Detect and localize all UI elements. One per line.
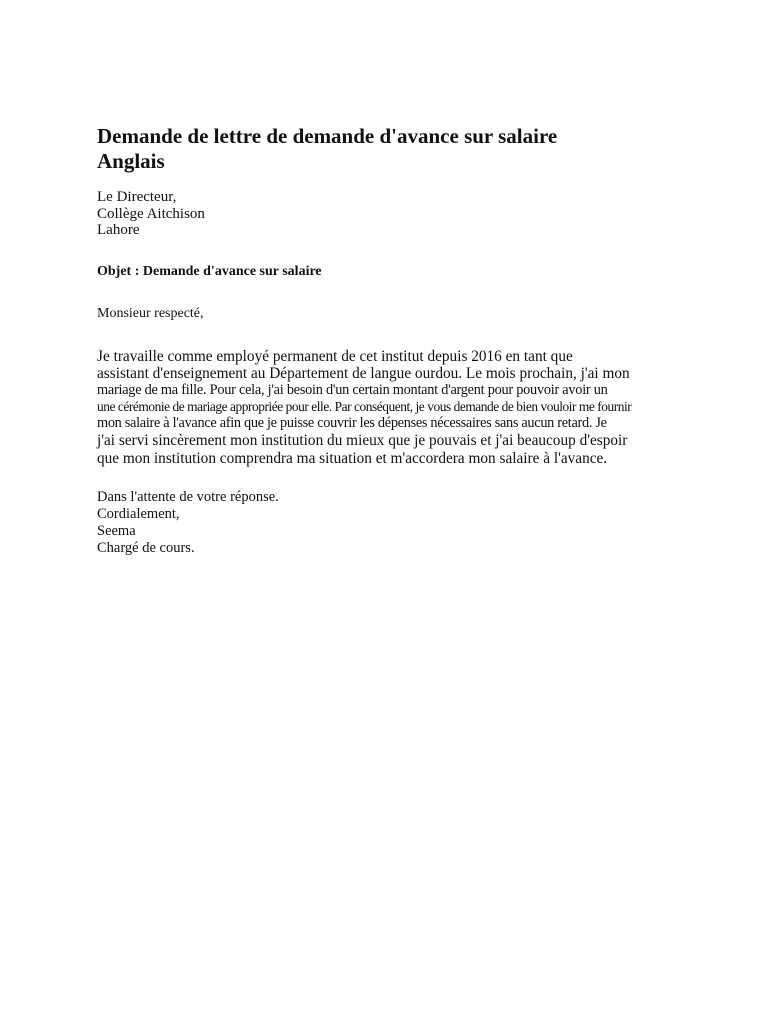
body-line: que mon institution comprendra ma situation et m'accordera mon salaire à l'avance. xyxy=(97,450,608,467)
document-title xyxy=(97,124,697,174)
title-line-2: Anglais xyxy=(97,149,165,173)
signature-name: Seema xyxy=(97,523,136,539)
body-line: j'ai servi sincèrement mon institution du mieux que je pouvais et j'ai beaucoup d'espoir xyxy=(97,432,628,449)
body-line: une cérémonie de mariage appropriée pour elle. Par conséquent, je vous demande de bien vouloir me fournir xyxy=(97,399,632,414)
signature-role: Chargé de cours. xyxy=(97,540,195,556)
title-line-1: Demande de lettre de demande d'avance sur salaire xyxy=(97,124,558,148)
letter-salutation: Monsieur respecté, xyxy=(97,306,204,321)
body-line: Je travaille comme employé permanent de cet institut depuis 2016 en tant que xyxy=(97,348,573,365)
address-line: Le Directeur, xyxy=(97,189,177,205)
body-line: mariage de ma fille. Pour cela, j'ai besoin d'un certain montant d'argent pour pouvoir avoir un xyxy=(97,382,608,398)
body-line: assistant d'enseignement au Département de langue ourdou. Le mois prochain, j'ai mon xyxy=(97,365,630,382)
address-line: Collège Aitchison xyxy=(97,205,205,222)
letter-body xyxy=(97,348,677,468)
closing-line: Dans l'attente de votre réponse. xyxy=(97,489,279,505)
letter-subject: Objet : Demande d'avance sur salaire xyxy=(97,264,322,279)
body-line: mon salaire à l'avance afin que je puisse couvrir les dépenses nécessaires sans aucun retard. Je xyxy=(97,415,607,431)
closing-line: Cordialement, xyxy=(97,506,180,522)
address-line: Lahore xyxy=(97,222,140,238)
letter-closing xyxy=(97,489,279,557)
recipient-address xyxy=(97,189,205,239)
